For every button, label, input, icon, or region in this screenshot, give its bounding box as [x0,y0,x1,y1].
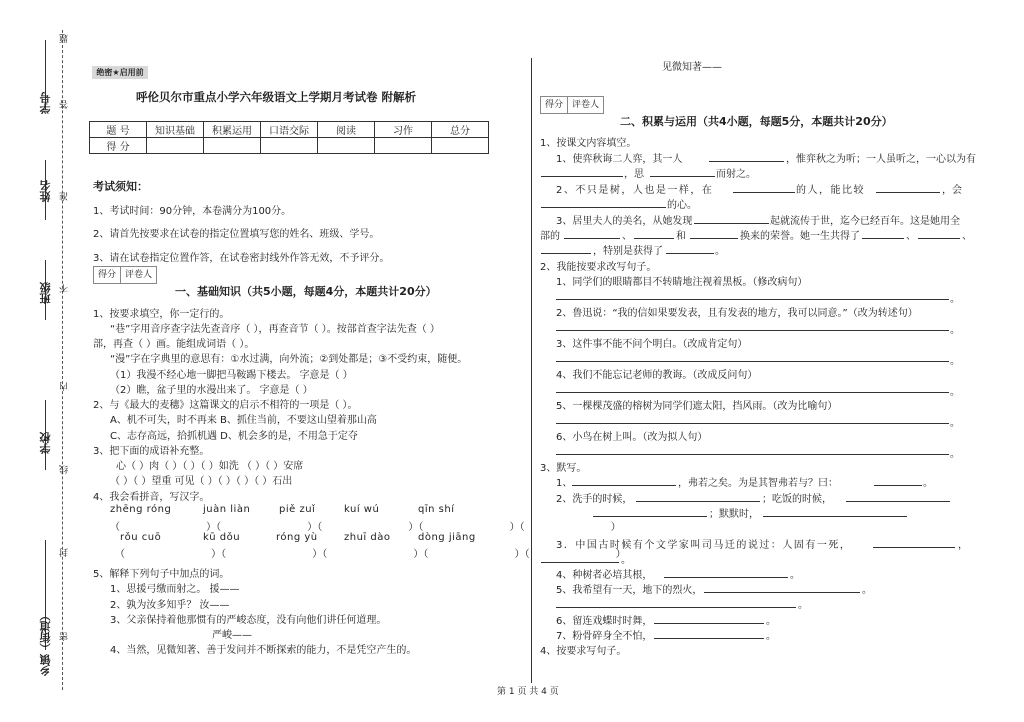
score-header-cell: 题 号 [90,122,147,138]
grader-box [93,266,157,284]
answer-line[interactable] [556,330,949,331]
pinyin: zhēng róng [110,504,172,515]
seal-word: 不 [60,284,70,293]
score-header-cell: 总分 [432,122,489,138]
answer-blank[interactable] [541,176,623,177]
r-line: 。 [621,555,631,566]
score-cell[interactable] [375,138,432,154]
answer-blank[interactable] [541,253,591,254]
answer-blank[interactable] [694,223,769,224]
answer-line[interactable] [556,454,949,455]
r-line: 和 [676,231,686,242]
s1-line: 5、解释下列句子中加点的词。 [93,569,230,580]
answer-blank[interactable] [862,238,904,239]
answer-blank[interactable] [690,238,738,239]
pinyin: rǒu cuō [120,532,162,543]
page-footer: 第 1 页 共 4 页 [497,687,559,697]
r-line: 、 [962,231,972,242]
r-line: 2、鲁迅说：“我的信如果要发表，且有发表的地方，我可以同意。”（改为转述句） [556,308,918,319]
r-line: 、 [906,231,916,242]
pinyin-answer-row: （ ）（ ）（ ）（ ）（ ） [115,549,626,560]
r-period: 。 [862,585,872,596]
r-line: ，特别是获得了 [593,246,663,257]
seal-word: 内 [60,382,70,391]
score-table [89,121,489,154]
grader-reviewer-label: 评卷人 [567,97,603,113]
r-period: 。 [923,478,933,489]
r-line: ， [958,540,968,551]
class-label: 班级 [39,282,52,304]
r-period: 。 [950,356,960,367]
r-period: 。 [950,294,960,305]
r-line: 4、种树者必培其根， [556,570,653,581]
s1-line: “巷”字用音序查字法先查音序（ ），再查音节（ ）。按部首查字法先查（ ） [110,324,440,335]
score-cell[interactable] [432,138,489,154]
answer-blank[interactable] [572,485,676,486]
answer-blank[interactable] [650,176,715,177]
section1-heading: 一、基础知识（共5小题，每题4分，本题共计20分） [175,285,437,298]
seal-word: 线 [60,465,70,474]
answer-blank[interactable] [593,516,707,517]
r-line: 1、同学们的眼睛都目不转睛地注视着黑板。（修改病句） [556,277,808,288]
answer-blank[interactable] [654,623,764,624]
r-line: 3．中国古时候有个文学家叫司马迁的说过：人固有一死， [556,540,852,551]
r-line: 。 [715,246,725,257]
exam-title: 呼伦贝尔市重点小学六年级语文上学期月考试卷 附解析 [136,90,417,104]
r-period: 。 [798,600,808,611]
grader-score-label: 得分 [545,100,564,110]
section2-heading: 二、积累与运用（共4小题，每题5分，本题共计20分） [620,115,893,128]
r-period: 。 [950,418,960,429]
seal-word: 封 [60,548,70,557]
r-line: 4、按要求写句子。 [540,646,627,657]
r-period: 。 [950,449,960,460]
score-cell[interactable] [204,138,261,154]
r-line: 1、使弈秋诲二人弈，其一人 [556,154,683,165]
r-line: 5、一棵棵茂盛的榕树为同学们遮太阳，挡风雨。（改为比喻句） [556,401,838,412]
answer-blank[interactable] [873,547,955,548]
notice-heading: 考试须知： [93,180,148,193]
r-line: ，惟弈秋之为听；一人虽听之，一心以为有 [786,154,976,165]
score-header-cell: 积累运用 [204,122,261,138]
township-label: 乡镇（街道） [39,610,52,676]
seal-word: 准 [60,192,70,201]
s1-line: （1）我漫不经心地一脚把马鞍踢下楼去。 字意是（ ） [110,370,353,381]
score-cell[interactable] [261,138,318,154]
r-line: 6、小鸟在树上叫。（改为拟人句） [556,432,708,443]
answer-blank[interactable] [846,501,950,502]
answer-blank[interactable] [763,516,907,517]
seal-word: 题 [60,34,70,43]
r-line: 3、这件事不能不问个明白。（改成肯定句） [556,339,748,350]
answer-blank[interactable] [636,501,760,502]
answer-blank[interactable] [541,562,619,563]
answer-blank[interactable] [541,207,666,208]
r-line: 的心。 [667,200,697,211]
answer-line[interactable] [556,392,949,393]
pinyin-answer-row: （ ）（ ）（ ）（ ）（ ） [110,522,621,533]
answer-blank[interactable] [634,238,674,239]
s1-line: 3、把下面的成语补充整。 [93,446,210,457]
answer-blank[interactable] [564,238,620,239]
r-line: 而射之。 [716,169,756,180]
grader-score-label: 得分 [98,270,117,280]
r-line: 的人，能比较 [796,185,865,196]
pinyin: qīn shí [418,504,455,515]
score-header-cell: 知识基础 [147,122,204,138]
answer-blank[interactable] [733,192,795,193]
r-line: ；默默时， [709,509,759,520]
seal-word: 密 [60,632,70,641]
answer-blank[interactable] [556,607,796,608]
answer-blank[interactable] [666,253,714,254]
s1-line: （ ）（ ）望重 可见（ ）（ ）（ ）（ ）石出 [110,476,293,487]
r-line: 2、不只是树，人也是一样，在 [556,185,714,196]
r-line: 6、留连戏蝶时时舞， [556,616,653,627]
s1-line: 3、父亲保持着他那惯有的严峻态度，没有向他们讲任何道理。 [110,615,387,626]
s1-line: （2）瞧，盆子里的水漫出来了。 字意是（ ） [110,385,313,396]
s1-line: 心（ ）肉（ ）（ ）（ ）如洗 （ ）（ ）安席 [116,461,304,472]
pinyin: zhuī dào [344,532,391,543]
score-row-label: 得 分 [90,138,147,154]
r-top-line: 见微知著—— [662,62,722,73]
r-line: 5、我希望有一天，地下的烈火， [556,585,703,596]
s1-line: “漫”字在字典里的意思有：①水过满，向外流；②到处都是；③不受约束，随便。 [110,354,468,365]
r-period: 。 [950,387,960,398]
answer-blank[interactable] [704,592,860,593]
r-line: ；吃饭的时候， [762,494,832,505]
answer-blank[interactable] [876,192,940,193]
s1-line: 1、按要求填空，你一定行的。 [93,309,230,320]
pinyin: kū dǒu [203,532,241,543]
r-line: 3、居里夫人的美名，从她发现 [556,216,693,227]
score-cell[interactable] [147,138,204,154]
score-header-cell: 习作 [375,122,432,138]
grader-reviewer-label: 评卷人 [120,267,156,283]
r-line: 1、 [556,478,573,489]
score-table-header-row [90,122,489,138]
r-line: 起就流传于世，迄今已经百年。这是她用全 [770,216,960,227]
r-line: 2、我能按要求改写句子。 [540,262,657,273]
name-label: 姓名 [39,180,52,202]
r-line: ，会 [942,185,962,196]
answer-line[interactable] [556,361,949,362]
r-line: 1、按课文内容填空。 [540,138,637,149]
s1-line: 4、当然，见微知著、善于发问并不断探索的能力，不是凭空产生的。 [110,645,417,656]
r-line: 换来的荣誉。她一生共得了 [740,231,860,242]
pinyin: kuí wú [344,504,380,515]
score-header-cell: 阅读 [318,122,375,138]
s1-line: 1、思援弓缴而射之。 援—— [110,584,240,595]
s1-line: 严峻—— [212,630,252,641]
pinyin: juàn liàn [203,504,251,515]
r-line: 、 [622,231,632,242]
r-period: 。 [790,570,800,581]
notice-item: 2、请首先按要求在试卷的指定位置填写您的姓名、班级、学号。 [93,229,380,240]
school-label: 学校 [39,432,52,454]
answer-blank[interactable] [874,485,922,486]
r-line: 部的 [540,231,560,242]
student-number-label: 学号 [39,92,52,114]
answer-blank[interactable] [918,238,960,239]
r-line: 2、洗手的时候， [556,494,633,505]
notice-item: 3、请在试卷指定位置作答，在试卷密封线外作答无效，不予评分。 [93,253,390,264]
answer-line[interactable] [556,423,949,424]
score-table-row [90,138,489,154]
pinyin: dòng jiāng [418,532,476,543]
seal-dashed-line [62,30,63,690]
s1-line: 2、与《最大的麦穗》这篇课文的启示不相符的一项是（ ）。 [93,400,358,411]
r-period: 。 [766,631,776,642]
r-line: 3、默写。 [540,463,587,474]
s1-line: 4、我会看拼音，写汉字。 [93,492,210,503]
pinyin: piě zuǐ [279,504,316,515]
answer-line[interactable] [556,299,949,300]
answer-blank[interactable] [664,577,788,578]
s1-line: 部，再查（ ）画。能组成词语（ ）。 [93,339,255,350]
pinyin: róng yù [276,532,318,543]
r-line: ，思 [624,169,644,180]
answer-blank[interactable] [654,638,764,639]
notice-item: 1、考试时间：90分钟，本卷满分为100分。 [93,206,292,217]
r-period: 。 [950,325,960,336]
grader-box [540,96,604,114]
r-line: ，弗若之矣。为是其智弗若与？曰： [678,478,838,489]
answer-blank[interactable] [709,161,784,162]
confidential-banner: 绝密★启用前 [92,66,148,79]
r-period: 。 [766,616,776,627]
r-line: 7、粉骨碎身全不怕， [556,631,653,642]
r-line: 4、我们不能忘记老师的教诲。（改成反问句） [556,370,758,381]
s1-line: 2、孰为汝多知乎？ 汝—— [110,600,230,611]
seal-word: 答 [60,100,70,109]
column-divider [531,58,532,683]
score-header-cell: 口语交际 [261,122,318,138]
score-cell[interactable] [318,138,375,154]
s1-line: C、志存高远，拾抓机遇 D、机会多的是，不用急于定夺 [110,431,358,442]
s1-line: A、机不可失，时不再来 B、抓住当前，不要这山望着那山高 [110,415,377,426]
